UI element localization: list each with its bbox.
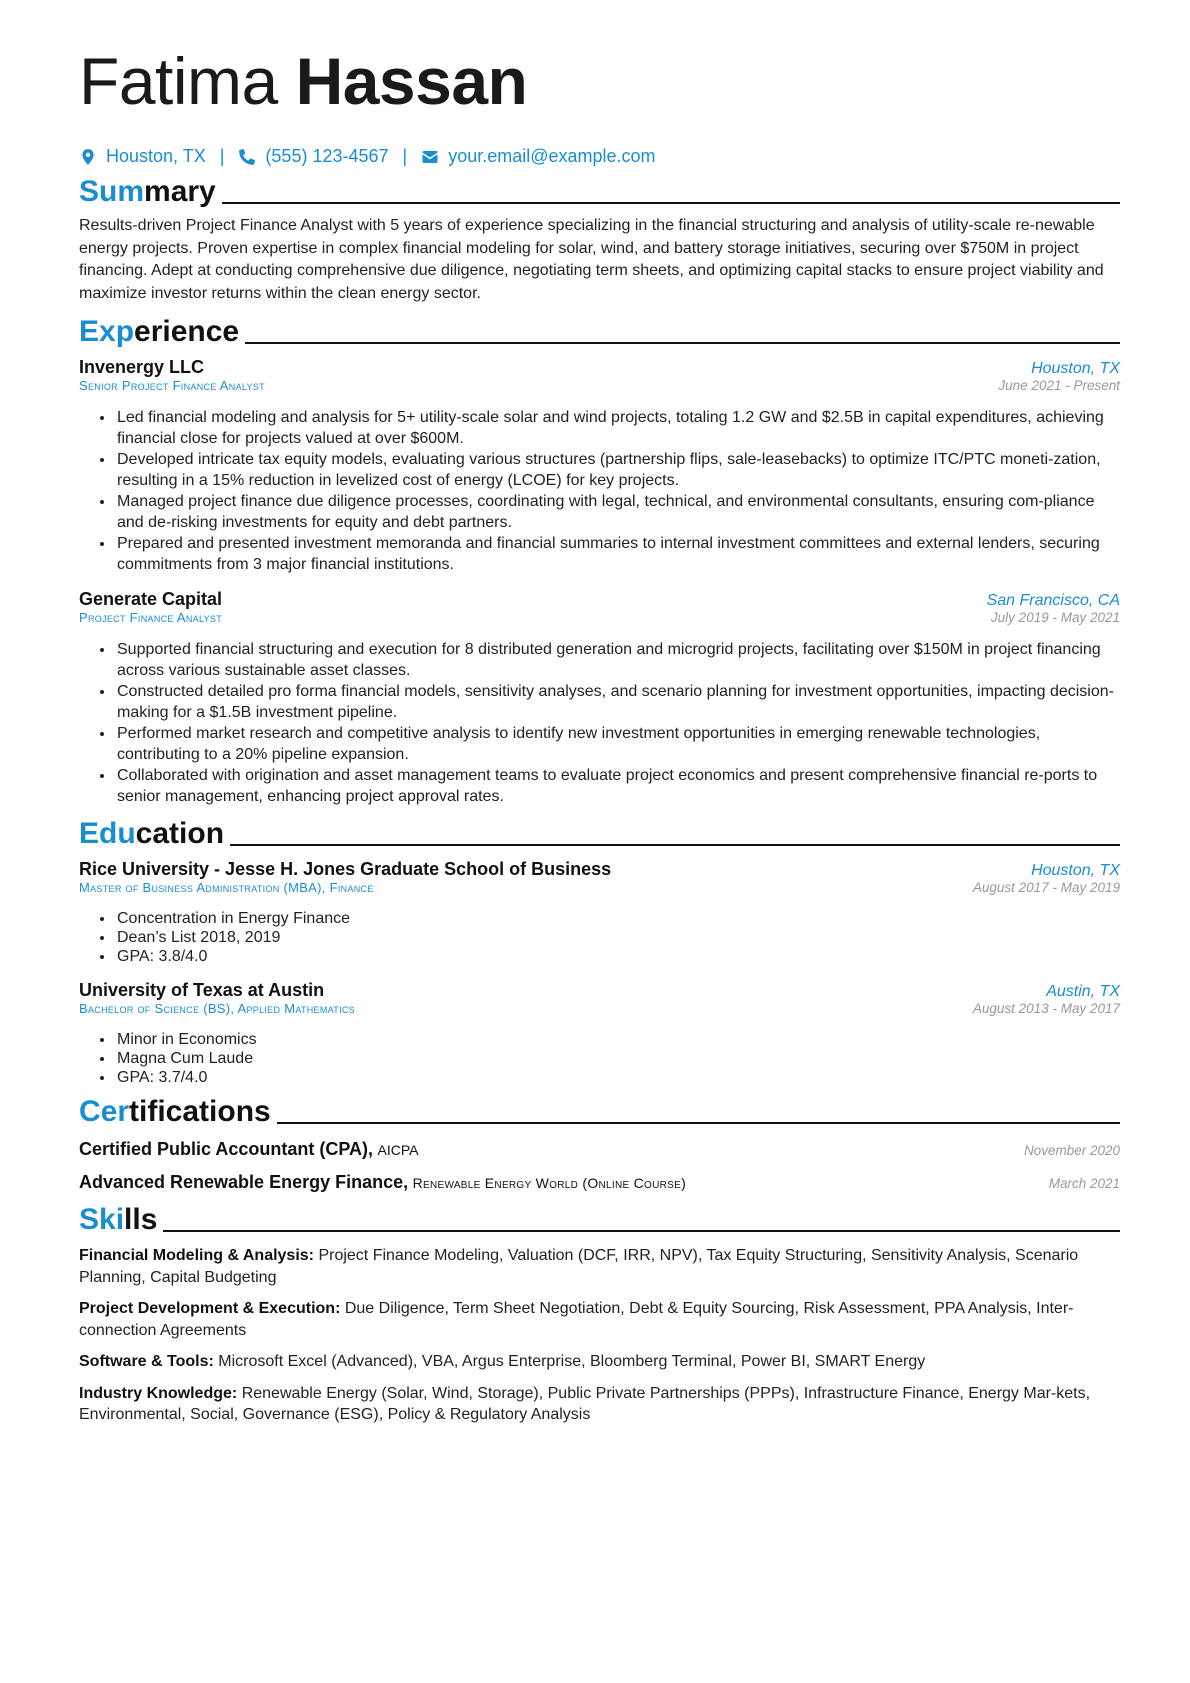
- bullet-item: • Magna Cum Laude: [115, 1049, 1120, 1068]
- candidate-name: [79, 44, 1120, 118]
- job-title: Project Finance Analyst: [79, 610, 223, 625]
- last-name: Hassan: [295, 44, 528, 118]
- certification-issuer: Renewable Energy World (Online Course): [412, 1175, 687, 1191]
- email-item[interactable]: [421, 146, 655, 167]
- section-heading: [79, 819, 1120, 849]
- skill-text: Due Diligence, Term Sheet Negotiation, Debt & Equity Sourcing, Risk Assessment, PPA Analysis, Inter-connection Agreements: [79, 1300, 1074, 1339]
- job-location: San Francisco, CA: [986, 592, 1120, 609]
- location-text: Houston, TX: [106, 146, 206, 166]
- bullet-item: • Managed project finance due diligence processes, coordinating with legal, technical, and environmental consultants, ensuring com-pliance and de-risking investments for equity and debt partners.: [115, 491, 1120, 533]
- section-rule: [230, 844, 1120, 846]
- phone-item[interactable]: [238, 146, 388, 167]
- section-rule: [277, 1122, 1120, 1124]
- skill-label: Project Development & Execution:: [79, 1300, 341, 1317]
- bullet-item: • Performed market research and competitive analysis to identify new investment opportunities in emerging renewable technologies, contributing to a 20% pipeline expansion.: [115, 723, 1120, 765]
- certification-issuer: AICPA: [377, 1142, 419, 1158]
- job-title: Senior Project Finance Analyst: [79, 378, 265, 393]
- first-name: Fatima: [79, 44, 278, 118]
- school-dates: August 2013 - May 2017: [972, 1001, 1120, 1016]
- job-bullets: [79, 407, 1120, 575]
- skill-text: Renewable Energy (Solar, Wind, Storage), Public Private Partnerships (PPPs), Infrastructure Finance, Energy Mar-kets, Environmental, Social, Governance (ESG), Policy & Regulatory Analysis: [79, 1384, 1091, 1423]
- section-heading: [79, 1205, 1120, 1235]
- skills-section: [79, 1205, 1120, 1426]
- bullet-item: • Led financial modeling and analysis for 5+ utility-scale solar and wind projects, totaling 1.2 GW and $2.5B in capital expenditures, achieving financial close for projects valued at over $600M.: [115, 407, 1120, 449]
- certification-name: Certified Public Accountant (CPA): [79, 1139, 369, 1159]
- section-rule: [163, 1230, 1120, 1232]
- location-item: [79, 146, 206, 167]
- school-bullets: [79, 909, 1120, 966]
- bullet-item: • Supported financial structuring and execution for 8 distributed generation and microgrid projects, facilitating over $150M in project financing across various sustainable asset classes.: [115, 639, 1120, 681]
- skill-group: [79, 1383, 1120, 1426]
- school-location: Houston, TX: [1031, 862, 1120, 879]
- section-heading: [79, 177, 1120, 207]
- certification-name: Advanced Renewable Energy Finance: [79, 1172, 404, 1192]
- summary-text: Results-driven Project Finance Analyst with 5 years of experience specializing in the financial structuring and analysis of utility-scale re-newable energy projects. Proven expertise in complex financial modeling for solar, wind, and battery storage initiatives, securing over $750M in project financing. Adept at conducting comprehensive due diligence, negotiating term sheets, and optimizing capital stacks to ensure project viability and maximize investor returns within the clean energy sector.: [79, 217, 1104, 302]
- school-name: University of Texas at Austin: [79, 980, 325, 1000]
- bullet-item: • Dean’s List 2018, 2019: [115, 928, 1120, 947]
- phone-text: (555) 123-4567: [265, 146, 389, 166]
- job-entry: [79, 589, 1120, 807]
- bullet-item: • Prepared and presented investment memoranda and financial summaries to internal investment committees and external lenders, securing commitments from 3 major financial institutions.: [115, 533, 1120, 575]
- school-location: Austin, TX: [1046, 983, 1120, 1000]
- bullet-item: • GPA: 3.8/4.0: [115, 947, 1120, 966]
- bullet-item: • Minor in Economics: [115, 1030, 1120, 1049]
- contact-separator: |: [402, 146, 408, 166]
- skill-group: [79, 1351, 1120, 1373]
- email-text: your.email@example.com: [448, 146, 656, 166]
- job-bullets: [79, 639, 1120, 807]
- skill-group: [79, 1245, 1120, 1288]
- skill-text: Microsoft Excel (Advanced), VBA, Argus Enterprise, Bloomberg Terminal, Power BI, SMART Energy: [218, 1353, 926, 1370]
- certification-date: November 2020: [1023, 1143, 1120, 1158]
- bullet-item: • GPA: 3.7/4.0: [115, 1068, 1120, 1087]
- section-title: Skills: [79, 1203, 158, 1236]
- bullet-item: • Concentration in Energy Finance: [115, 909, 1120, 928]
- school-dates: August 2017 - May 2019: [972, 880, 1120, 895]
- section-rule: [222, 202, 1120, 204]
- school-entry: [79, 859, 1120, 966]
- skill-label: Software & Tools:: [79, 1353, 214, 1370]
- company-name: Invenergy LLC: [79, 357, 205, 377]
- bullet-item: • Developed intricate tax equity models, evaluating various structures (partnership flips, sale-leasebacks) to optimize ITC/PTC moneti-zation, resulting in a 15% reduction in levelized cost of energy (LCOE) for key projects.: [115, 449, 1120, 491]
- degree-title: Master of Business Administration (MBA), Finance: [79, 880, 374, 895]
- school-name: Rice University - Jesse H. Jones Graduate School of Business: [79, 859, 612, 879]
- education-section: [79, 819, 1120, 1087]
- certification-date: March 2021: [1048, 1176, 1120, 1191]
- contact-separator: |: [219, 146, 225, 166]
- job-location: Houston, TX: [1031, 360, 1120, 377]
- skill-label: Industry Knowledge:: [79, 1384, 238, 1402]
- certification-item: Certified Public Accountant (CPA), AICPA November 2020: [79, 1139, 1120, 1159]
- section-title: Certifications: [79, 1095, 271, 1128]
- company-name: Generate Capital: [79, 589, 223, 609]
- section-title: Summary: [79, 175, 216, 208]
- certification-item: Advanced Renewable Energy Finance, Renewable Energy World (Online Course) March 2021: [79, 1172, 1120, 1192]
- envelope-icon: [421, 148, 439, 166]
- summary-section: [79, 177, 1120, 305]
- degree-title: Bachelor of Science (BS), Applied Mathematics: [79, 1001, 355, 1016]
- job-dates: July 2019 - May 2021: [990, 610, 1120, 625]
- experience-section: [79, 317, 1120, 807]
- skill-group: [79, 1298, 1120, 1341]
- skill-label: Financial Modeling & Analysis:: [79, 1247, 314, 1264]
- school-bullets: [79, 1030, 1120, 1087]
- certifications-section: [79, 1097, 1120, 1193]
- map-pin-icon: [79, 148, 97, 166]
- school-entry: [79, 980, 1120, 1087]
- job-entry: [79, 357, 1120, 575]
- section-title: Education: [79, 817, 225, 850]
- contact-line: [79, 146, 1120, 167]
- section-heading: [79, 1097, 1120, 1127]
- job-dates: June 2021 - Present: [998, 378, 1120, 393]
- section-title: Experience: [79, 315, 240, 348]
- skill-text: Project Finance Modeling, Valuation (DCF, IRR, NPV), Tax Equity Structuring, Sensitivity Analysis, Scenario Planning, Capital Budgeting: [79, 1247, 1079, 1286]
- phone-icon: [238, 148, 256, 166]
- section-rule: [245, 342, 1120, 344]
- bullet-item: • Constructed detailed pro forma financial models, sensitivity analyses, and scenario planning for investment opportunities, impacting decision-making for a $1.5B investment pipeline.: [115, 681, 1120, 723]
- bullet-item: • Collaborated with origination and asset management teams to evaluate project economics and present comprehensive financial re-ports to senior management, enhancing project approval rates.: [115, 765, 1120, 807]
- section-heading: [79, 317, 1120, 347]
